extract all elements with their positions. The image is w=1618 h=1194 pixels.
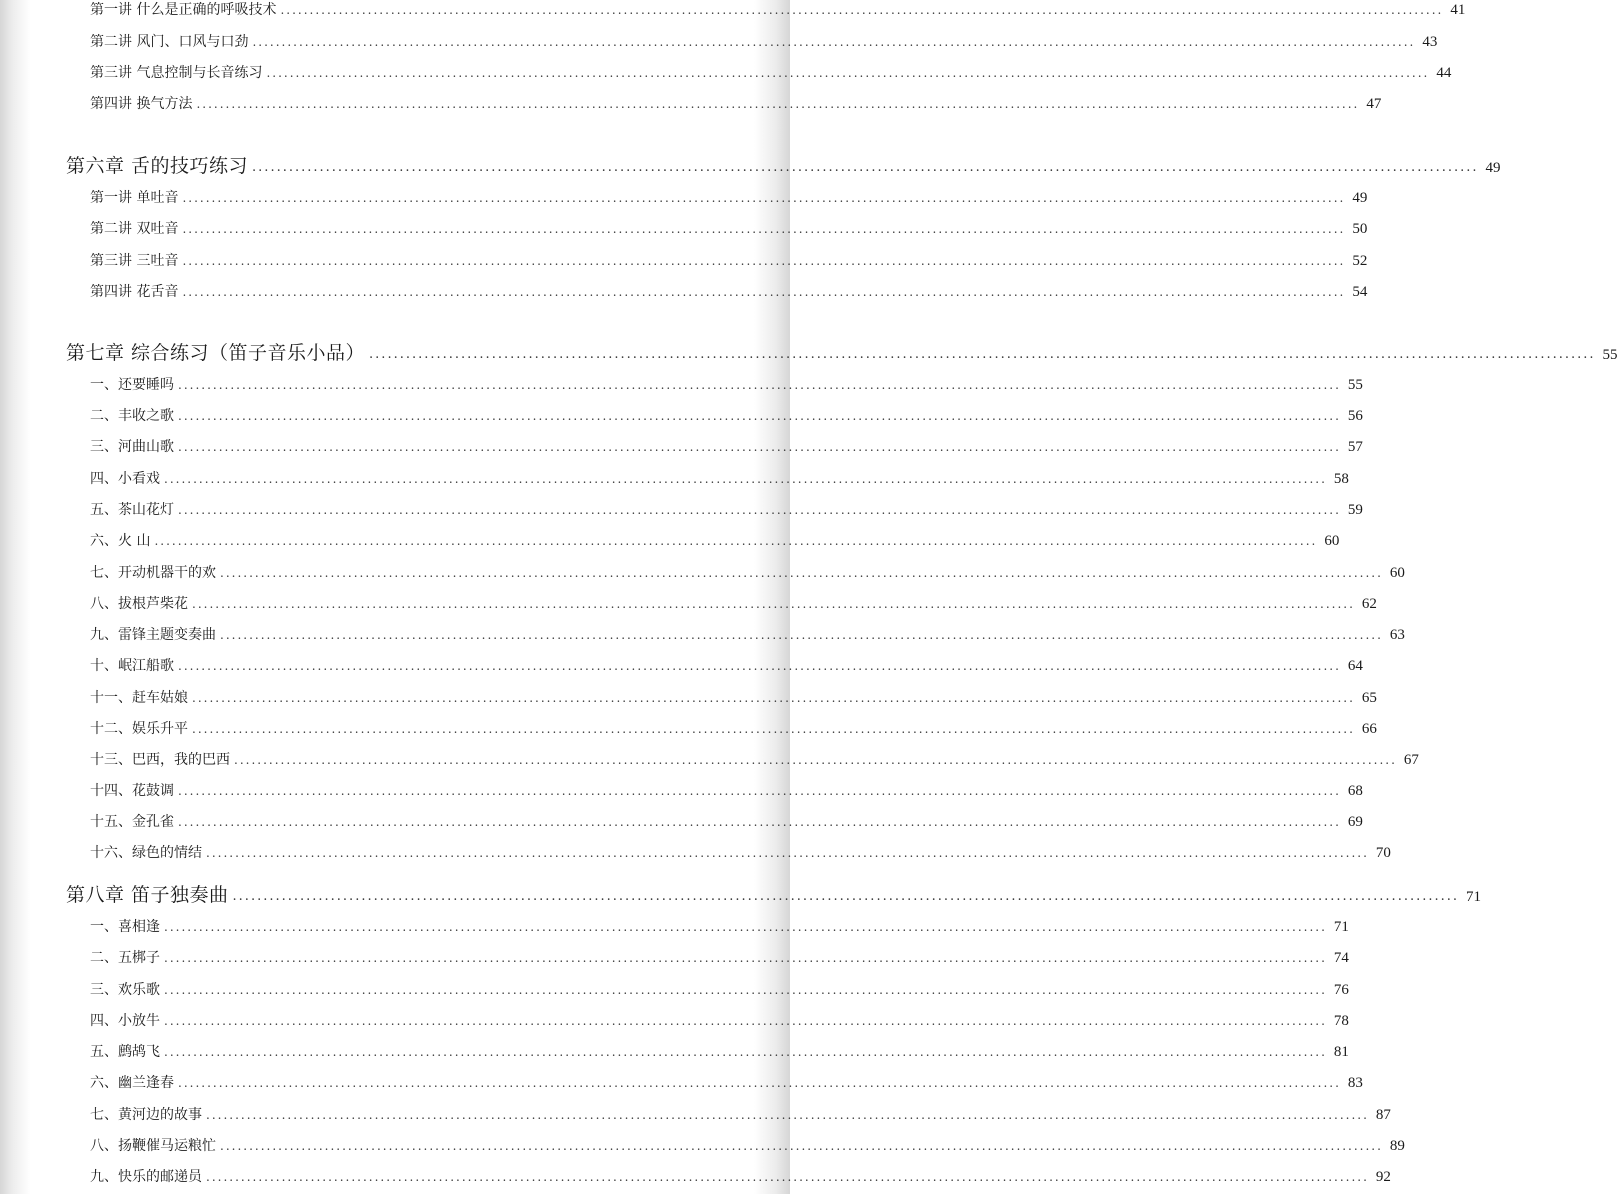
- toc-entry: [90, 437, 1363, 457]
- chapter-heading: [66, 153, 1501, 179]
- toc-entry-page: 47: [1366, 96, 1382, 112]
- toc-entry: [90, 375, 1363, 395]
- toc-entry: [90, 219, 1368, 239]
- toc-entry-label: 第三讲 三吐音: [90, 253, 179, 269]
- toc-entry: [90, 1167, 1391, 1187]
- dot-leader: ........................................................................................................................................................................................................: [232, 889, 1460, 904]
- toc-entry-label: 第三讲 气息控制与长音练习: [90, 65, 263, 81]
- toc-entry-label: 第一讲 单吐音: [90, 190, 179, 206]
- toc-entry-page: 81: [1333, 1044, 1349, 1060]
- dot-leader: ........................................................................................................................................................................................................: [178, 409, 1341, 423]
- toc-entry-page: 83: [1347, 1075, 1363, 1091]
- toc-entry: [90, 980, 1349, 1000]
- toc-entry: [90, 625, 1405, 645]
- dot-leader: ........................................................................................................................................................................................................: [178, 503, 1341, 517]
- dot-leader: ........................................................................................................................................................................................................: [280, 3, 1444, 17]
- toc-entry: [90, 948, 1349, 968]
- toc-entry-label: 二、丰收之歌: [90, 408, 174, 424]
- chapter-title: 第八章 笛子独奏曲: [66, 884, 229, 906]
- toc-entry-page: 62: [1361, 596, 1377, 612]
- toc-entry: [90, 1105, 1391, 1125]
- toc-entry: [90, 1011, 1349, 1031]
- dot-leader: ........................................................................................................................................................................................................: [164, 1014, 1327, 1028]
- dot-leader: ........................................................................................................................................................................................................: [178, 815, 1341, 829]
- toc-entry-label: 八、扬鞭催马运粮忙: [90, 1138, 216, 1154]
- chapter-page: 49: [1485, 160, 1501, 176]
- toc-entry-label: 三、河曲山歌: [90, 439, 174, 455]
- dot-leader: ........................................................................................................................................................................................................: [234, 753, 1397, 767]
- dot-leader: ........................................................................................................................................................................................................: [164, 983, 1327, 997]
- dot-leader: ........................................................................................................................................................................................................: [220, 628, 1383, 642]
- dot-leader: ........................................................................................................................................................................................................: [220, 1139, 1383, 1153]
- toc-entry-page: 63: [1389, 627, 1405, 643]
- toc-entry: [90, 251, 1368, 271]
- toc-entry: [90, 500, 1363, 520]
- toc-entry-label: 十一、赶车姑娘: [90, 690, 188, 706]
- dot-leader: ........................................................................................................................................................................................................: [252, 35, 1416, 49]
- toc-entry-label: 五、茶山花灯: [90, 502, 174, 518]
- dot-leader: ........................................................................................................................................................................................................: [192, 597, 1355, 611]
- toc-entry-page: 57: [1347, 439, 1363, 455]
- toc-entry-label: 第四讲 换气方法: [90, 96, 193, 112]
- toc-entry-page: 41: [1450, 2, 1466, 18]
- toc-entry-page: 65: [1361, 690, 1377, 706]
- dot-leader: ........................................................................................................................................................................................................: [164, 472, 1327, 486]
- toc-entry: [90, 282, 1368, 302]
- toc-entry-page: 87: [1375, 1107, 1391, 1123]
- toc-entry: [90, 656, 1363, 676]
- toc-entry: [90, 917, 1349, 937]
- toc-entry-page: 44: [1436, 65, 1452, 81]
- dot-leader: ........................................................................................................................................................................................................: [178, 1076, 1341, 1090]
- toc-entry-label: 一、喜相逢: [90, 919, 160, 935]
- toc-entry: [90, 1073, 1363, 1093]
- toc-entry-label: 一、还要睡吗: [90, 377, 174, 393]
- chapter-heading: [66, 882, 1482, 908]
- toc-entry: [90, 94, 1382, 114]
- dot-leader: ........................................................................................................................................................................................................: [220, 566, 1383, 580]
- chapter-page: 71: [1466, 889, 1482, 905]
- dot-leader: ........................................................................................................................................................................................................: [154, 534, 1318, 548]
- dot-leader: ........................................................................................................................................................................................................: [182, 191, 1346, 205]
- toc-entry: [90, 1136, 1405, 1156]
- dot-leader: ........................................................................................................................................................................................................: [164, 951, 1327, 965]
- toc-entry-page: 69: [1347, 814, 1363, 830]
- toc-entry-label: 七、开动机器干的欢: [90, 565, 216, 581]
- dot-leader: ........................................................................................................................................................................................................: [182, 254, 1346, 268]
- toc-entry-label: 三、欢乐歌: [90, 982, 160, 998]
- toc-entry-page: 60: [1389, 565, 1405, 581]
- toc-entry-page: 70: [1375, 845, 1391, 861]
- toc-entry-page: 49: [1352, 190, 1368, 206]
- toc-entry-label: 五、鹧鸪飞: [90, 1044, 160, 1060]
- toc-entry-label: 四、小放牛: [90, 1013, 160, 1029]
- toc-entry-page: 58: [1333, 471, 1349, 487]
- toc-entry-page: 78: [1333, 1013, 1349, 1029]
- toc-entry-page: 43: [1422, 34, 1438, 50]
- dot-leader: ........................................................................................................................................................................................................: [196, 97, 1360, 111]
- dot-leader: ........................................................................................................................................................................................................: [164, 1045, 1327, 1059]
- toc-entry-label: 十五、金孔雀: [90, 814, 174, 830]
- toc-entry-page: 92: [1375, 1169, 1391, 1185]
- toc-entry-page: 60: [1324, 533, 1340, 549]
- toc-entry: [90, 1042, 1349, 1062]
- toc-entry-label: 九、雷锋主题变奏曲: [90, 627, 216, 643]
- toc-entry-label: 第一讲 什么是正确的呼吸技术: [90, 2, 277, 18]
- dot-leader: ........................................................................................................................................................................................................: [178, 440, 1341, 454]
- toc-entry: [90, 406, 1363, 426]
- toc-entry: [90, 563, 1405, 583]
- toc-entry-label: 十二、娱乐升平: [90, 721, 188, 737]
- toc-entry-page: 74: [1333, 950, 1349, 966]
- toc-entry-page: 89: [1389, 1138, 1405, 1154]
- toc-entry-label: 第二讲 双吐音: [90, 221, 179, 237]
- dot-leader: ........................................................................................................................................................................................................: [206, 1108, 1369, 1122]
- toc-entry: [90, 32, 1438, 52]
- toc-entry: [90, 843, 1391, 863]
- toc-entry: [90, 469, 1349, 489]
- toc-entry-page: 66: [1361, 721, 1377, 737]
- toc-entry-page: 76: [1333, 982, 1349, 998]
- toc-entry: [90, 812, 1363, 832]
- toc-entry: [90, 750, 1419, 770]
- dot-leader: ........................................................................................................................................................................................................: [164, 920, 1327, 934]
- toc-entry: [90, 781, 1363, 801]
- toc-entry: [90, 594, 1377, 614]
- toc-entry-label: 六、幽兰逢春: [90, 1075, 174, 1091]
- toc-entry-page: 59: [1347, 502, 1363, 518]
- dot-leader: ........................................................................................................................................................................................................: [206, 846, 1369, 860]
- dot-leader: ........................................................................................................................................................................................................: [178, 378, 1341, 392]
- dot-leader: ........................................................................................................................................................................................................: [178, 659, 1341, 673]
- toc-entry-page: 64: [1347, 658, 1363, 674]
- toc-entry: [90, 688, 1377, 708]
- toc-entry: [90, 188, 1368, 208]
- toc-entry: [90, 719, 1377, 739]
- toc-entry-page: 67: [1403, 752, 1419, 768]
- chapter-title: 第七章 综合练习（笛子音乐小品）: [66, 342, 366, 364]
- toc-entry-label: 二、五梆子: [90, 950, 160, 966]
- toc-entry-label: 八、拔根芦柴花: [90, 596, 188, 612]
- dot-leader: ........................................................................................................................................................................................................: [206, 1170, 1369, 1184]
- toc-entry: [90, 0, 1466, 20]
- toc-entry-page: 71: [1333, 919, 1349, 935]
- toc-entry-page: 54: [1352, 284, 1368, 300]
- chapter-title: 第六章 舌的技巧练习: [66, 155, 249, 177]
- toc-entry-page: 56: [1347, 408, 1363, 424]
- toc-entry-label: 七、黄河边的故事: [90, 1107, 202, 1123]
- toc-entry-page: 68: [1347, 783, 1363, 799]
- toc-entry-label: 十四、花鼓调: [90, 783, 174, 799]
- toc-entry-page: 52: [1352, 253, 1368, 269]
- dot-leader: ........................................................................................................................................................................................................: [192, 691, 1355, 705]
- toc-entry-page: 55: [1347, 377, 1363, 393]
- toc-entry-page: 50: [1352, 221, 1368, 237]
- dot-leader: ........................................................................................................................................................................................................: [182, 222, 1346, 236]
- toc-entry: [90, 63, 1452, 83]
- chapter-heading: [66, 340, 1618, 366]
- toc-entry-label: 十六、绿色的情结: [90, 845, 202, 861]
- dot-leader: ........................................................................................................................................................................................................: [182, 285, 1346, 299]
- dot-leader: ........................................................................................................................................................................................................: [178, 784, 1341, 798]
- toc-entry-label: 四、小看戏: [90, 471, 160, 487]
- dot-leader: ........................................................................................................................................................................................................: [192, 722, 1355, 736]
- toc-entry-label: 十三、巴西，我的巴西: [90, 752, 230, 768]
- dot-leader: ........................................................................................................................................................................................................: [369, 347, 1596, 362]
- toc-entry: [90, 531, 1340, 551]
- toc-entry-label: 第四讲 花舌音: [90, 284, 179, 300]
- toc-entry-label: 九、快乐的邮递员: [90, 1169, 202, 1185]
- toc-entry-label: 六、火 山: [90, 533, 151, 549]
- toc-entry-label: 第二讲 风门、口风与口劲: [90, 34, 249, 50]
- dot-leader: ........................................................................................................................................................................................................: [252, 160, 1479, 175]
- toc-entry-label: 十、岷江船歌: [90, 658, 174, 674]
- dot-leader: ........................................................................................................................................................................................................: [266, 66, 1430, 80]
- chapter-page: 55: [1602, 347, 1618, 363]
